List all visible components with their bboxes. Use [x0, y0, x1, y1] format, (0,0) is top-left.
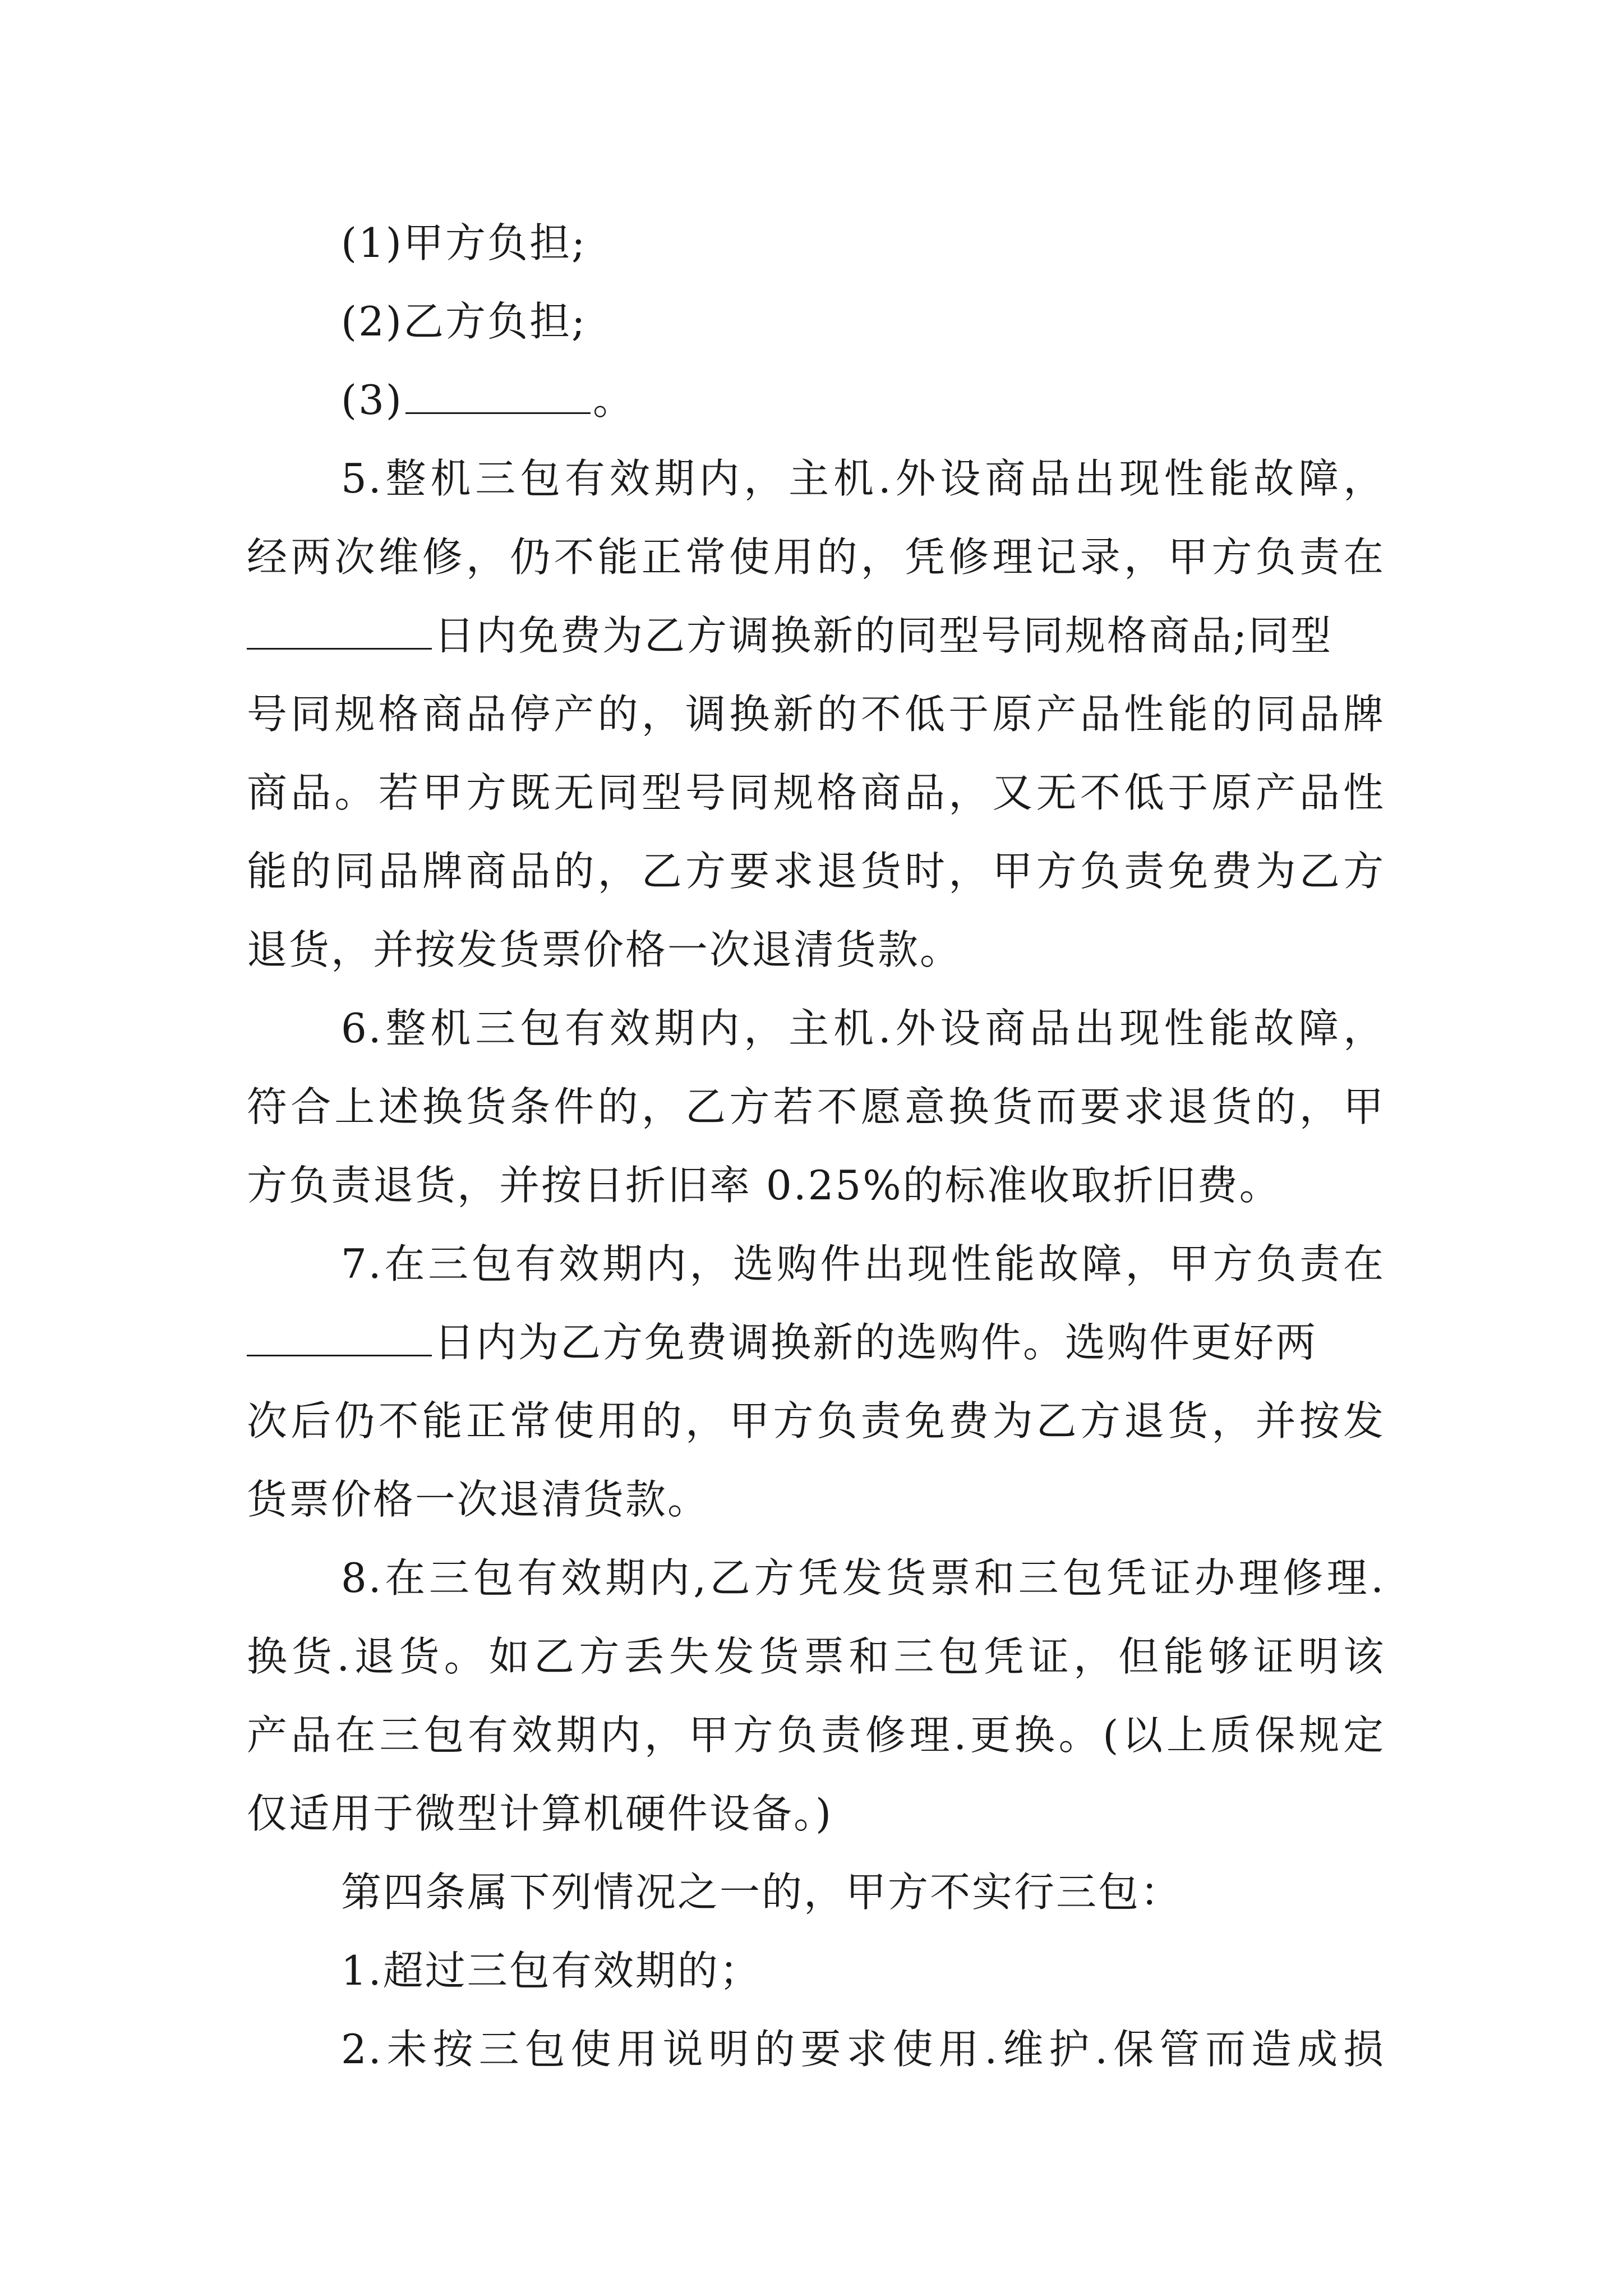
line-text: 换货.退货。如乙方丢失发货票和三包凭证，但能够证明该	[247, 1633, 1385, 1680]
line-text: 产品在三包有效期内，甲方负责修理.更换。(以上质保规定	[247, 1711, 1385, 1759]
line-text: 经两次维修，仍不能正常使用的，凭修理记录，甲方负责在	[247, 533, 1385, 581]
line-text: 第四条属下列情况之一的，甲方不实行三包：	[341, 1869, 1183, 1916]
line-text: 次后仍不能正常使用的，甲方负责免费为乙方退货，并按发	[247, 1397, 1385, 1444]
line-text: 2.未按三包使用说明的要求使用.维护.保管而造成损	[341, 2026, 1385, 2073]
text-line	[341, 452, 1385, 505]
text-line	[247, 1787, 1385, 1841]
line-text: 能的同品牌商品的，乙方要求退货时，甲方负责免费为乙方	[247, 848, 1385, 895]
line-text: 符合上述换货条件的，乙方若不愿意换货而要求退货的，甲	[247, 1083, 1385, 1130]
text-line	[341, 373, 1385, 427]
text-line	[247, 844, 1385, 898]
line-text: (1)甲方负担;	[341, 219, 587, 266]
line-text: 6.整机三包有效期内，主机.外设商品出现性能故障，	[341, 1005, 1385, 1052]
text-line	[247, 766, 1385, 820]
line-text: 退货，并按发货票价格一次退清货款。	[247, 926, 962, 973]
line-text: 号同规格商品停产的，调换新的不低于原产品性能的同品牌	[247, 691, 1385, 738]
line-text: (3)	[341, 376, 403, 424]
fill-in-blank	[247, 1315, 432, 1356]
fill-in-blank	[405, 373, 591, 414]
text-line	[247, 1630, 1385, 1683]
text-line	[341, 1001, 1385, 1055]
line-text: 日内免费为乙方调换新的同型号同规格商品;同型	[434, 612, 1333, 659]
text-line	[341, 2022, 1385, 2076]
line-text: 货票价格一次退清货款。	[247, 1476, 710, 1523]
text-line	[247, 1394, 1385, 1448]
line-text: 仅适用于微型计算机硬件设备。)	[247, 1790, 833, 1837]
text-line	[247, 1708, 1385, 1762]
line-text: 方负责退货，并按日折旧率 0.25%的标准收取折旧费。	[247, 1162, 1281, 1209]
text-line	[341, 216, 1385, 270]
text-line	[247, 687, 1385, 741]
text-line	[341, 1551, 1385, 1605]
text-line	[341, 1944, 1385, 1998]
text-line	[247, 923, 1385, 977]
line-text: 5.整机三包有效期内，主机.外设商品出现性能故障，	[341, 455, 1385, 502]
line-text: 。	[593, 376, 635, 424]
line-text: 商品。若甲方既无同型号同规格商品，又无不低于原产品性	[247, 769, 1385, 816]
text-line	[341, 295, 1385, 348]
text-line	[247, 530, 1385, 584]
text-line	[247, 1080, 1385, 1134]
fill-in-blank	[247, 609, 432, 650]
text-line	[247, 1473, 1385, 1526]
text-line	[247, 609, 1385, 662]
line-text: 日内为乙方免费调换新的选购件。选购件更好两	[434, 1319, 1318, 1366]
text-line	[341, 1865, 1385, 1919]
text-line	[247, 1158, 1385, 1212]
text-line	[341, 1237, 1385, 1291]
line-text: (2)乙方负担;	[341, 298, 587, 345]
text-line	[247, 1315, 1385, 1369]
line-text: 1.超过三包有效期的；	[341, 1947, 762, 1994]
line-text: 7.在三包有效期内，选购件出现性能故障，甲方负责在	[341, 1240, 1385, 1287]
line-text: 8.在三包有效期内,乙方凭发货票和三包凭证办理修理.	[341, 1554, 1385, 1602]
